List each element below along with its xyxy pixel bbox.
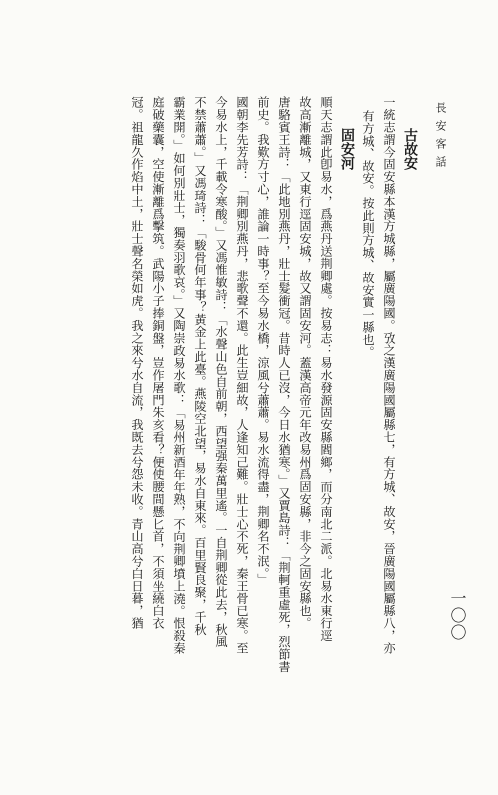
paragraph-continuation: 不禁蕭蕭。」又馮琦詩：「駿骨何年事？黃金上此臺。燕陵空北望，易水自東來。百里賢良聚，千秋 [193,96,207,636]
section-heading-gu-gu-an: 古故安 [402,128,418,171]
paragraph-continuation: 庭破藥囊，空使漸離爲擊筑。武陽小子捧銅盤，豈作屠門朱亥看？便使腰間懸匕首，不須坐繞白衣 [151,96,165,630]
paragraph: 順天志謂此卽易水，爲燕丹送荆卿處。按易志：易水發源固安縣閻鄉，而分南北二派。北易水東行逕 [319,96,333,642]
section-heading-gu-an-he: 固安河 [339,128,355,171]
paragraph: 一統志謂今固安縣本漢方城縣，屬廣陽國。攷之漢廣陽國屬縣七，有方城、故安，晉廣陽國屬縣八，亦 [382,96,396,654]
paragraph-continuation: 冠。祖龍久作焰中土，壯士聲名榮如虎。我之來兮水自流，我既去兮怨未收。青山高兮白日暮，猶 [130,96,144,630]
paragraph-continuation: 今易水上，千載令寒酸。」又馮惟敏詩：「水聲山色自前朝，西望强秦萬里遙。一自荆卿從此去，秋風 [214,96,228,648]
paragraph-continuation: 有方城、故安。按此則方城、故安實一縣也。 [361,110,375,358]
paragraph-continuation: 故高漸離城，又東行逕固安城，故又謂固安河。蓋漢高帝元年改易州爲固安縣，非今之固安縣也。 [298,96,312,630]
running-header: 長安客話 [434,102,447,174]
page-number: 一〇〇 [448,590,467,641]
body-text [24,96,420,676]
paragraph-continuation: 唐駱賓王詩：「此地別燕丹，壯士髮衝冠。昔時人已沒，今日水猶寒。」又賈島詩：「荆軻重虛死，烈節書 [277,96,291,673]
paragraph: 國朝李先芳詩：「荆卿別燕丹，悲歌聲不還。此生豈細故，人逢知己難。壯士心不死，秦王骨已寒。至 [235,96,249,654]
paragraph-continuation: 前史。我歎方寸心，誰論一時事？至今易水橋，涼風兮蕭蕭。易水流得盡，荆卿名不泯。」 [256,96,270,586]
paragraph-continuation: 霸業開。」如何別壯士，獨奏羽歌哀。」又陶崇政易水歌：「易州新酒年年熟，不向荆卿墳上澆。恨殺秦 [172,96,186,655]
